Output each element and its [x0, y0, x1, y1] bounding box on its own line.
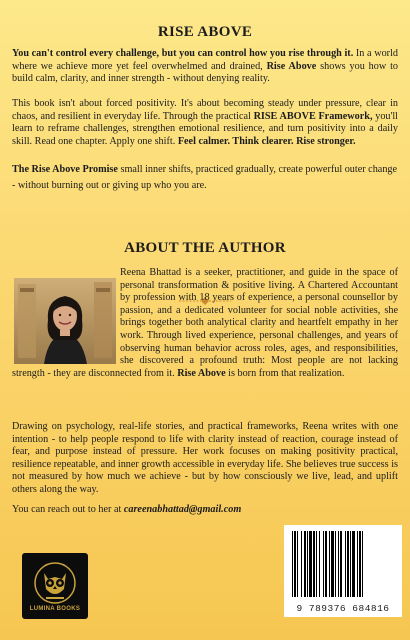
intro-paragraph [12, 48, 398, 86]
promise-text: small inner shifts, practiced gradually, create powerful outer change - without burning out or giving up who you are. [12, 164, 398, 191]
author-bio-paragraph [12, 267, 398, 380]
intro-brand: Rise Above [266, 60, 317, 72]
book-description-paragraph [12, 98, 398, 148]
intro-text-1: In a world where we achieve more yet feel overwhelmed and drained, [12, 48, 399, 72]
publisher-logo [22, 553, 88, 619]
page-title: RISE ABOVE [157, 24, 253, 40]
promise-label: The Rise Above Promise [12, 164, 118, 175]
promise-paragraph [12, 162, 398, 193]
publisher-name: LUMINA BOOKS [29, 606, 81, 612]
description-closing: Feel calmer. Think clearer. Rise stronger. [177, 135, 356, 147]
contact-line [12, 504, 398, 517]
contact-text: You can reach out to her at [12, 504, 124, 515]
isbn-barcode [284, 525, 402, 617]
description-text-1: This book isn't about forced positivity. It's about becoming steady under pressure, clear in chaos, and resilient in everyday life. Through the practical [12, 98, 398, 122]
framework-name: RISE ABOVE Framework, [253, 110, 373, 122]
barcode-icon [284, 527, 402, 603]
author-second-paragraph: Drawing on psychology, real-life stories, and practical frameworks, Reena writes with one intention - to help people respond to life with clarity instead of reaction, courage instead of fear, and purpose instead of pressure. Her work focuses on making positivity practical, resilience repeatable, and inner growth accessible in everyday life. She believes true success is not measured by how much we achieve - but by how consciously we live, lead, and uplift others along the way. [12, 421, 398, 495]
intro-text-2: shows you how to build calm, clarity, and inner strength - without denying reality. [12, 60, 398, 85]
author-bio-brand: Rise Above [177, 367, 226, 379]
author-heading: ABOUT THE AUTHOR [124, 240, 286, 256]
owl-logo-icon [22, 557, 88, 607]
author-bio-text-1: Reena Bhattad is a seeker, practitioner, and guide in the space of personal transformation & positive living. A Chartered Accountant by profession with 18 years of experience, a personal counsellor by passion, and a dedicated volunteer for social noble activities, she brings together both analytical clarity and heartfelt empathy in her work. Through lived experience, personal challenges, and years of observing human behavior across roles, ages, and responsibilities, she discovered a profound truth: Most people are not lacking strength - they are disconnected from it. [12, 267, 398, 379]
intro-lead: You can't control every challenge, but you can control how you rise through it. [12, 48, 354, 59]
description-text-2: you'll learn to reframe challenges, strengthen emotional resilience, and turn positivity into a daily skill. Read one chapter. Apply one shift. [12, 110, 399, 147]
isbn-number: 9 789376 684816 [296, 603, 390, 614]
author-email-link[interactable]: careenabhattad@gmail.com [123, 504, 242, 515]
author-bio-text-2: is born from that realization. [225, 367, 345, 379]
